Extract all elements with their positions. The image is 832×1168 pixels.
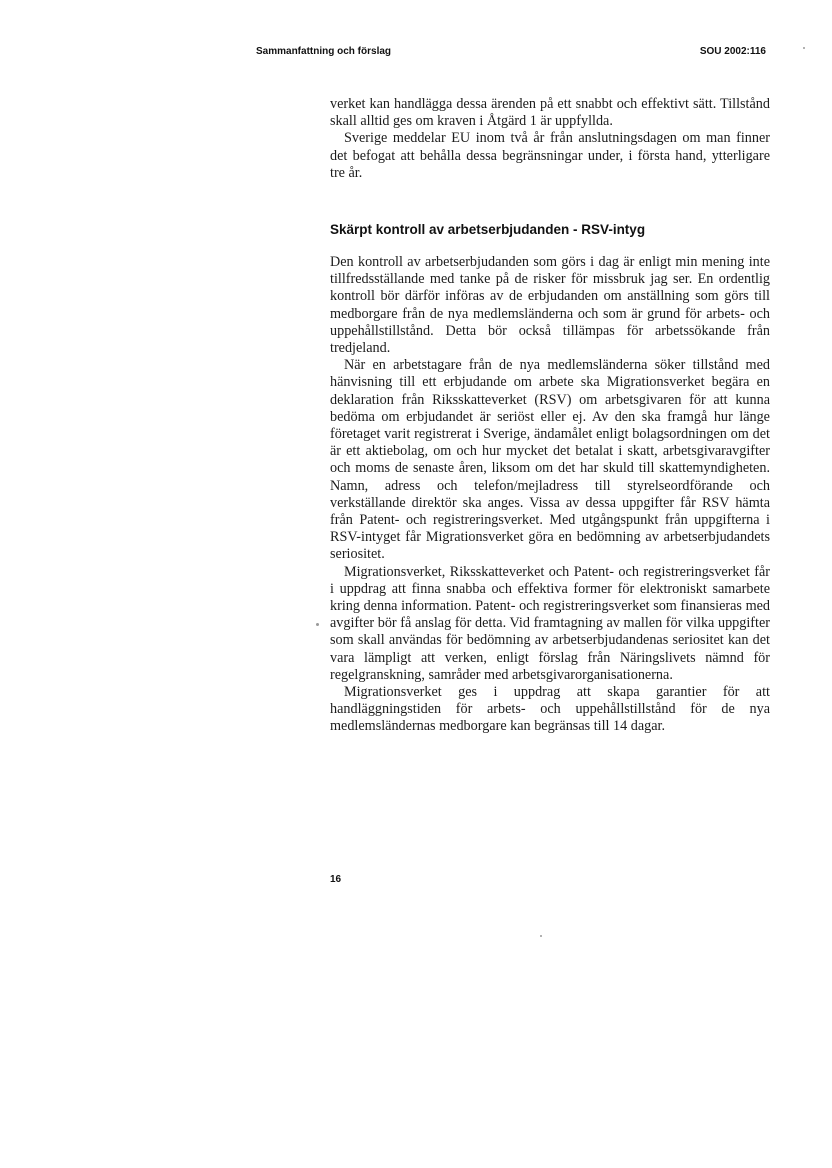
paragraph: Sverige meddelar EU inom två år från anslutningsdagen om man finner det befogat att behålla dessa begränsningar under, i första hand, ytterligare tre år.: [330, 130, 770, 181]
section-heading: Skärpt kontroll av arbetserbjudanden - RSV-intyg: [330, 222, 646, 237]
paragraph: När en arbetstagare från de nya medlemsländerna söker tillstånd med hänvisning till ett erbjudande om arbete ska Migrationsverket begära en deklaration från Riksskatteverket (RSV) om arbetsgivaren för att kunna bedöma om erbjudandet är seriöst eller ej. Av den ska framgå hur länge företaget varit registrerat i Sverige, ändamålet enligt bolagsordningen om det är ett aktiebolag, om och hur mycket det betalat i skatt, arbetsgivaravgifter och moms de senaste åren, liksom om det har skuld till skattemyndigheten. Namn, adress och telefon/mejladress till styrelseordförande och verkställande direktör ska anges. Vissa av dessa uppgifter får RSV hämta från Patent- och registreringsverket. Med utgångspunkt från uppgifterna i RSV-intyget får Migrationsverket göra en bedömning av arbetserbjudandets seriositet.: [330, 357, 770, 563]
header-report-id: SOU 2002:116: [699, 46, 766, 57]
paragraph: Den kontroll av arbetserbjudanden som görs i dag är enligt min mening inte tillfredsställande med tanke på de risker för missbruk jag ser. En ordentlig kontroll bör därför införas av de erbjudanden om anställning som görs till medborgare från de nya medlemsländerna och som är grund för arbets- och uppehållstillstånd. Detta bör också tillämpas för arbetssökande från tredjeland.: [330, 254, 770, 357]
header-chapter-title: Sammanfattning och förslag: [256, 46, 392, 57]
scan-speck: [540, 935, 542, 937]
continued-text-block: [330, 96, 770, 182]
paragraph: verket kan handlägga dessa ärenden på ett snabbt och effektivt sätt. Tillstånd skall alltid ges om kraven i Åtgärd 1 är uppfyllda.: [330, 96, 770, 130]
paragraph: Migrationsverket, Riksskatteverket och Patent- och registreringsverket får i uppdrag att finna snabba och effektiva former för elektroniskt samarbete kring denna information. Patent- och registreringsverket som finansieras med avgifter bör få anslag för detta. Vid framtagning av mallen för vilka uppgifter som skall användas för bedömning av arbetserbjudandenas seriositet kan det vara lämpligt att verken, enligt förslag från Näringslivets nämnd för regelgranskning, samråder med arbetsgivarorganisationerna.: [330, 563, 770, 683]
scan-speck: [316, 623, 319, 626]
paragraph: Migrationsverket ges i uppdrag att skapa garantier för att handläggningstiden för arbets- och uppehållstillstånd för de nya medlemsländernas medborgare kan begränsas till 14 dagar.: [330, 684, 770, 735]
page-number: 16: [330, 874, 342, 885]
section-body: [330, 254, 770, 736]
scan-speck: [803, 47, 805, 49]
